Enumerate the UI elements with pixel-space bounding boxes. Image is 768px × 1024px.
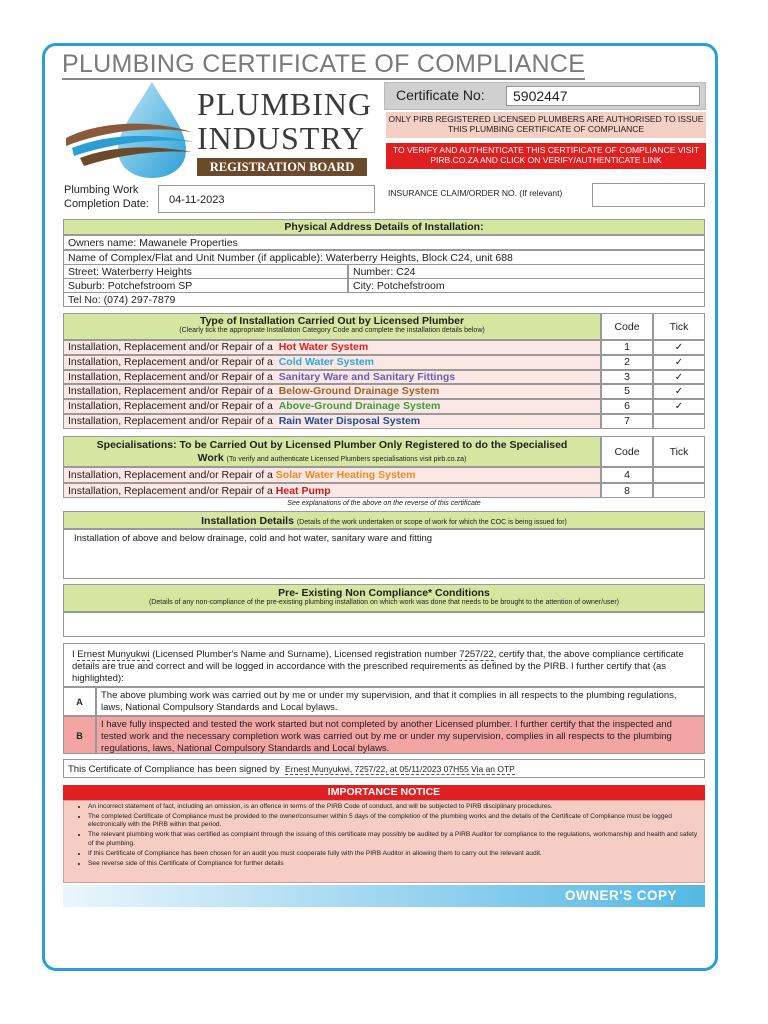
spec-code-header: Code xyxy=(601,436,653,467)
specialisation-name: Heat Pump xyxy=(275,484,331,497)
logo-text-plumbing: PLUMBING xyxy=(197,86,373,122)
installation-type-row xyxy=(63,370,601,385)
spec-tick-header: Tick xyxy=(653,436,705,467)
signed-by-label: This Certificate of Compliance has been signed by xyxy=(68,764,280,775)
installation-type-code: 6 xyxy=(601,399,653,414)
installation-type-prefix: Installation, Replacement and/or Repair of a xyxy=(68,415,273,427)
installation-type-tick[interactable]: ✓ xyxy=(653,355,705,370)
installation-type-row xyxy=(63,414,601,429)
street: Street: Waterberry Heights xyxy=(63,264,348,279)
specialisation-prefix: Installation, Replacement and/or Repair of a xyxy=(68,484,273,497)
pirb-logo xyxy=(62,80,372,180)
notice-item: • An incorrect statement of fact, including an omission, is an offence in terms of the PIRB Code of conduct, and will be subjected to PIRB disciplinary procedures. xyxy=(88,803,698,811)
authorised-note: ONLY PIRB REGISTERED LICENSED PLUMBERS ARE AUTHORISED TO ISSUE THIS PLUMBING CERTIFICATE OF COMPLIANCE xyxy=(386,112,706,138)
specialisation-tick[interactable] xyxy=(653,467,705,483)
installation-type-row xyxy=(63,355,601,370)
installation-type-name: Cold Water System xyxy=(278,355,375,368)
installation-type-name: Above-Ground Drainage System xyxy=(278,400,441,413)
installation-type-row xyxy=(63,340,601,355)
notice-list xyxy=(72,803,698,868)
installation-type-tick[interactable]: ✓ xyxy=(653,384,705,399)
installation-type-name: Below-Ground Drainage System xyxy=(278,385,440,398)
option-a-text: The above plumbing work was carried out by me or under my supervision, and that it complies in all respects to the plumbing regulations, laws, National Compulsory Standards and Local bylaws. xyxy=(96,687,705,716)
specialisation-row xyxy=(63,483,601,499)
specialisations-title: Specialisations: To be Carried Out by Licensed Plumber Only Registered to do the Specialised xyxy=(96,439,568,451)
installation-type-name: Sanitary Ware and Sanitary Fittings xyxy=(278,370,456,383)
declaration-part-1: (Licensed Plumber's Name and Surname), Licensed registration number xyxy=(152,649,457,660)
notice-item: • The completed Certificate of Compliance must be provided to the owner/consumer within 5 days of the completion of the plumbing works and the details of the Certificate of Compliance must be logged electronically with the PIRB within that period. xyxy=(88,813,698,830)
specialisation-tick[interactable] xyxy=(653,483,705,499)
specialisation-prefix: Installation, Replacement and/or Repair of a xyxy=(68,469,273,481)
logo-text-industry: INDUSTRY xyxy=(197,120,366,156)
notice-item: • If this Certificate of Compliance has been chosen for an audit you must cooperate fully with the PIRB Auditor in allowing them to carry out the relevant audit. xyxy=(88,850,698,858)
declaration-text xyxy=(63,643,705,687)
logo-text-registration-board: REGISTRATION BOARD xyxy=(197,158,367,176)
installation-type-row xyxy=(63,399,601,414)
insurance-claim-value xyxy=(592,183,705,207)
signed-by-row xyxy=(63,759,705,778)
installation-type-prefix: Installation, Replacement and/or Repair of a xyxy=(68,385,273,398)
installation-details-title: Installation Details xyxy=(201,515,294,527)
notice-item: • See reverse side of this Certificate of Compliance for further details xyxy=(88,860,698,868)
specialisation-row xyxy=(63,467,601,483)
city: City: Potchefstroom xyxy=(348,278,705,293)
specialisations-title-2: Work xyxy=(197,452,224,464)
installation-type-tick[interactable] xyxy=(653,414,705,429)
verify-note: TO VERIFY AND AUTHENTICATE THIS CERTIFICATE OF COMPLIANCE VISIT PIRB.CO.ZA AND CLICK ON VERIFY/AUTHENTICATE LINK xyxy=(386,143,706,169)
installation-details-header xyxy=(63,511,705,529)
owner-name: Owners name: Mawanele Properties xyxy=(63,235,705,250)
signed-by-value: Ernest Munyukwi, 7257/22, at 05/11/2023 07H55 Via an OTP xyxy=(285,764,515,774)
option-b-label: B xyxy=(63,716,96,754)
specialisations-footnote: See explanations of the above on the reverse of this certificate xyxy=(287,500,481,507)
preexisting-title: Pre- Existing Non Compliance* Conditions xyxy=(278,587,490,599)
importance-notice-body xyxy=(63,800,705,883)
declaration-i: I xyxy=(72,649,75,660)
installation-type-prefix: Installation, Replacement and/or Repair of a xyxy=(68,400,273,413)
insurance-claim-label: INSURANCE CLAIM/ORDER NO. (If relevant) xyxy=(388,188,563,198)
notice-item: • The relevant plumbing work that was certified as complaint through the issuing of this certificate may possibly be audited by a PIRB Auditor for compliance to the regulations, workmanship and health and safety of the plumbing. xyxy=(88,831,698,848)
address-header: Physical Address Details of Installation: xyxy=(63,219,705,235)
specialisation-name: Solar Water Heating System xyxy=(275,469,416,481)
completion-date-label: Plumbing Work Completion Date: xyxy=(64,184,149,210)
registration-number: 7257/22 xyxy=(459,649,494,660)
installation-details-subtitle: (Details of the work undertaken or scope of work for which the COC is being issued for) xyxy=(296,519,567,526)
preexisting-subtitle: (Details of any non-compliance of the pre-existing plumbing installation on which work was done that needs to be brought to the attention of owner/user) xyxy=(148,599,620,606)
preexisting-header xyxy=(63,584,705,612)
certificate-number-value: 5902447 xyxy=(506,86,700,106)
preexisting-text xyxy=(63,612,705,637)
completion-date-value: 04-11-2023 xyxy=(158,185,375,213)
installation-type-name: Rain Water Disposal System xyxy=(278,415,421,427)
installation-details-text: Installation of above and below drainage, cold and hot water, sanitary ware and fitting xyxy=(63,529,705,579)
certificate-number-label: Certificate No: xyxy=(396,87,485,103)
complex-name: Name of Complex/Flat and Unit Number (if applicable): Waterberry Heights, Block C24, unit 688 xyxy=(63,250,705,265)
installation-type-tick[interactable]: ✓ xyxy=(653,340,705,355)
installation-type-title: Type of Installation Carried Out by Licensed Plumber xyxy=(199,315,465,327)
installation-type-code: 2 xyxy=(601,355,653,370)
installation-type-prefix: Installation, Replacement and/or Repair of a xyxy=(68,341,273,353)
installation-type-prefix: Installation, Replacement and/or Repair of a xyxy=(68,370,273,383)
tel-no: Tel No: (074) 297-7879 xyxy=(63,292,705,307)
code-header: Code xyxy=(601,313,653,340)
plumber-name: Ernest Munyukwi xyxy=(77,649,150,660)
installation-type-code: 1 xyxy=(601,340,653,355)
owners-copy-banner: OWNER'S COPY xyxy=(63,885,705,907)
installation-type-tick[interactable]: ✓ xyxy=(653,399,705,414)
installation-type-code: 7 xyxy=(601,414,653,429)
option-a-label: A xyxy=(63,687,96,716)
installation-type-header xyxy=(63,313,601,340)
installation-type-row xyxy=(63,384,601,399)
installation-type-code: 5 xyxy=(601,384,653,399)
importance-notice-header: IMPORTANCE NOTICE xyxy=(63,785,705,800)
installation-type-prefix: Installation, Replacement and/or Repair of a xyxy=(68,355,273,368)
page-title: PLUMBING CERTIFICATE OF COMPLIANCE xyxy=(62,50,586,78)
installation-type-code: 3 xyxy=(601,370,653,385)
specialisation-code: 8 xyxy=(601,483,653,499)
declaration-part-2: , certify that, the above compliance certificate details are true and correct and will be logged in accordance with the prescribed requirements as defined by the PIRB. I further certify that (as highlighted): xyxy=(72,649,684,684)
installation-type-subtitle: (Clearly tick the appropriate Installation Category Code and complete the installation details below) xyxy=(179,327,485,334)
installation-type-tick[interactable]: ✓ xyxy=(653,370,705,385)
specialisations-subtitle: (To verify and authenticate Licensed Plumbers specialisations visit pirb.co.za) xyxy=(226,456,467,463)
specialisations-header xyxy=(63,436,601,467)
tick-header: Tick xyxy=(653,313,705,340)
street-number: Number: C24 xyxy=(348,264,705,279)
suburb: Suburb: Potchefstroom SP xyxy=(63,278,348,293)
specialisation-code: 4 xyxy=(601,467,653,483)
installation-type-name: Hot Water System xyxy=(278,341,369,353)
option-b-text: I have fully inspected and tested the work started but not completed by another Licensed plumber. I further certify that the inspected and tested work and the necessary completion work was carried out by me or under my supervision, complies in all respects to the plumbing regulations, laws, National Compulsory Standards and Local bylaws. xyxy=(96,716,705,754)
